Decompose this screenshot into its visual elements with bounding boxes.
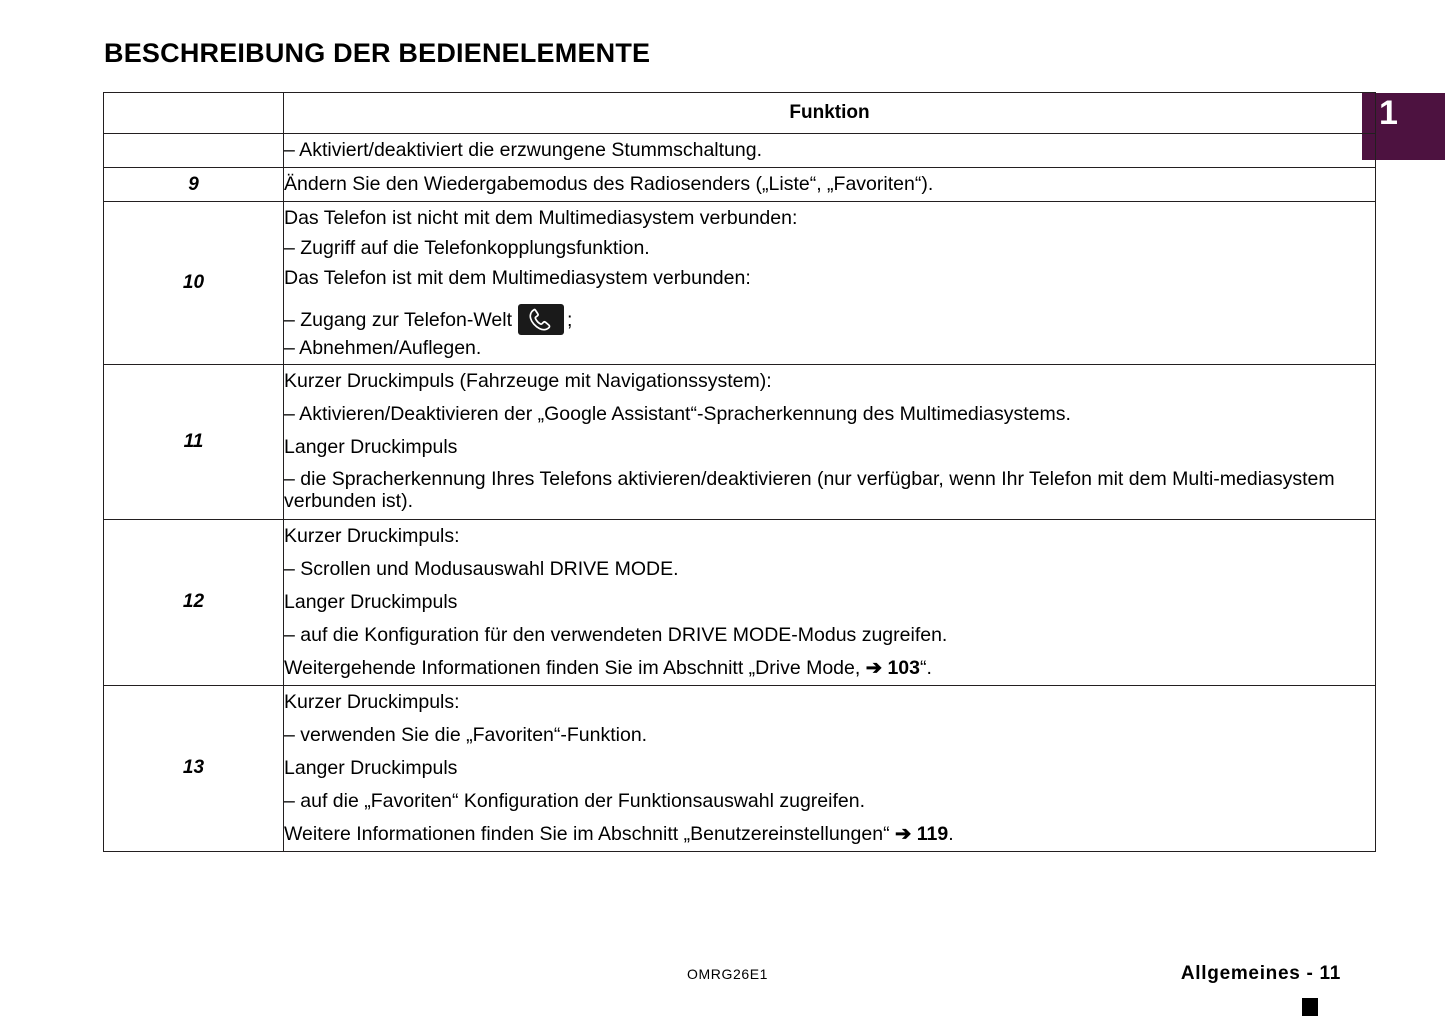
phone-handset-icon xyxy=(518,304,564,335)
row-number: 13 xyxy=(104,685,284,851)
table-row xyxy=(104,519,1376,685)
function-line: – Aktiviert/deaktiviert die erzwungene Stummschaltung. xyxy=(284,139,762,161)
page-reference: ➔ 103 xyxy=(865,656,920,679)
function-line: Kurzer Druckimpuls: xyxy=(284,690,460,713)
page-reference: ➔ 119 xyxy=(894,822,949,845)
function-line: – die Spracherkennung Ihres Telefons aktivieren/deaktivieren (nur verfügbar, wenn Ihr Telefon mit dem Multi-mediasystem verbunden ist). xyxy=(284,468,1335,512)
function-line: Kurzer Druckimpuls: xyxy=(284,524,460,547)
row-number: 11 xyxy=(104,365,284,520)
function-line-text: – Zugang zur Telefon-Welt xyxy=(284,309,512,331)
row-number: 10 xyxy=(104,202,284,365)
function-line-suffix: . xyxy=(948,822,954,845)
table-row xyxy=(104,685,1376,851)
function-line: Ändern Sie den Wiedergabemodus des Radiosenders („Liste“, „Favoriten“). xyxy=(284,173,934,195)
function-line: Langer Druckimpuls xyxy=(284,590,458,613)
function-line: – Abnehmen/Auflegen. xyxy=(284,337,482,359)
function-line: – Zugriff auf die Telefonkopplungsfunktion. xyxy=(284,237,650,259)
row-number: 9 xyxy=(104,168,284,202)
function-line: – Scrollen und Modusauswahl DRIVE MODE. xyxy=(284,557,679,580)
row-function-cell xyxy=(284,519,1376,685)
function-line-prefix: Weitergehende Informationen finden Sie im Abschnitt „Drive Mode, xyxy=(284,656,866,679)
function-line: Langer Druckimpuls xyxy=(284,436,458,458)
table-row xyxy=(104,168,1376,202)
table-row xyxy=(104,365,1376,520)
function-line: – auf die „Favoriten“ Konfiguration der Funktionsauswahl zugreifen. xyxy=(284,789,865,812)
function-line: Kurzer Druckimpuls (Fahrzeuge mit Navigationssystem): xyxy=(284,370,772,392)
function-line: Langer Druckimpuls xyxy=(284,756,458,779)
footer-marker xyxy=(1302,998,1318,1016)
page-title: BESCHREIBUNG DER BEDIENELEMENTE xyxy=(104,38,651,68)
row-function-cell xyxy=(284,365,1376,520)
row-number: 12 xyxy=(104,519,284,685)
row-function-cell xyxy=(284,202,1376,365)
row-number xyxy=(104,134,284,168)
table-header-row xyxy=(104,93,1376,134)
header-number-column xyxy=(104,93,284,134)
footer-section-page: Allgemeines - 11 xyxy=(1180,963,1341,984)
function-line: – Aktivieren/Deaktivieren der „Google Assistant“-Spracherkennung des Multimediasystems. xyxy=(284,403,1071,425)
function-line-with-reference xyxy=(284,652,1375,685)
function-line-with-reference xyxy=(284,818,1375,851)
function-line-suffix: ; xyxy=(567,309,573,331)
row-function-cell xyxy=(284,134,1376,168)
row-function-cell xyxy=(284,685,1376,851)
function-line: – verwenden Sie die „Favoriten“-Funktion. xyxy=(284,723,648,746)
function-table xyxy=(103,92,1376,852)
function-line: Das Telefon ist nicht mit dem Multimediasystem verbunden: xyxy=(284,207,798,229)
function-line-suffix: “. xyxy=(920,656,932,679)
function-line-prefix: Weitere Informationen finden Sie im Abschnitt „Benutzereinstellungen“ xyxy=(284,822,895,845)
table-row xyxy=(104,202,1376,365)
function-line: – auf die Konfiguration für den verwendeten DRIVE MODE-Modus zugreifen. xyxy=(284,623,948,646)
header-function-column: Funktion xyxy=(284,93,1376,134)
chapter-tab-number: 1 xyxy=(1379,94,1398,132)
row-function-cell xyxy=(284,168,1376,202)
function-line: Das Telefon ist mit dem Multimediasystem verbunden: xyxy=(284,267,751,289)
table-row xyxy=(104,134,1376,168)
footer-document-code: OMRG26E1 xyxy=(687,966,769,982)
function-line-with-icon xyxy=(284,292,1375,335)
